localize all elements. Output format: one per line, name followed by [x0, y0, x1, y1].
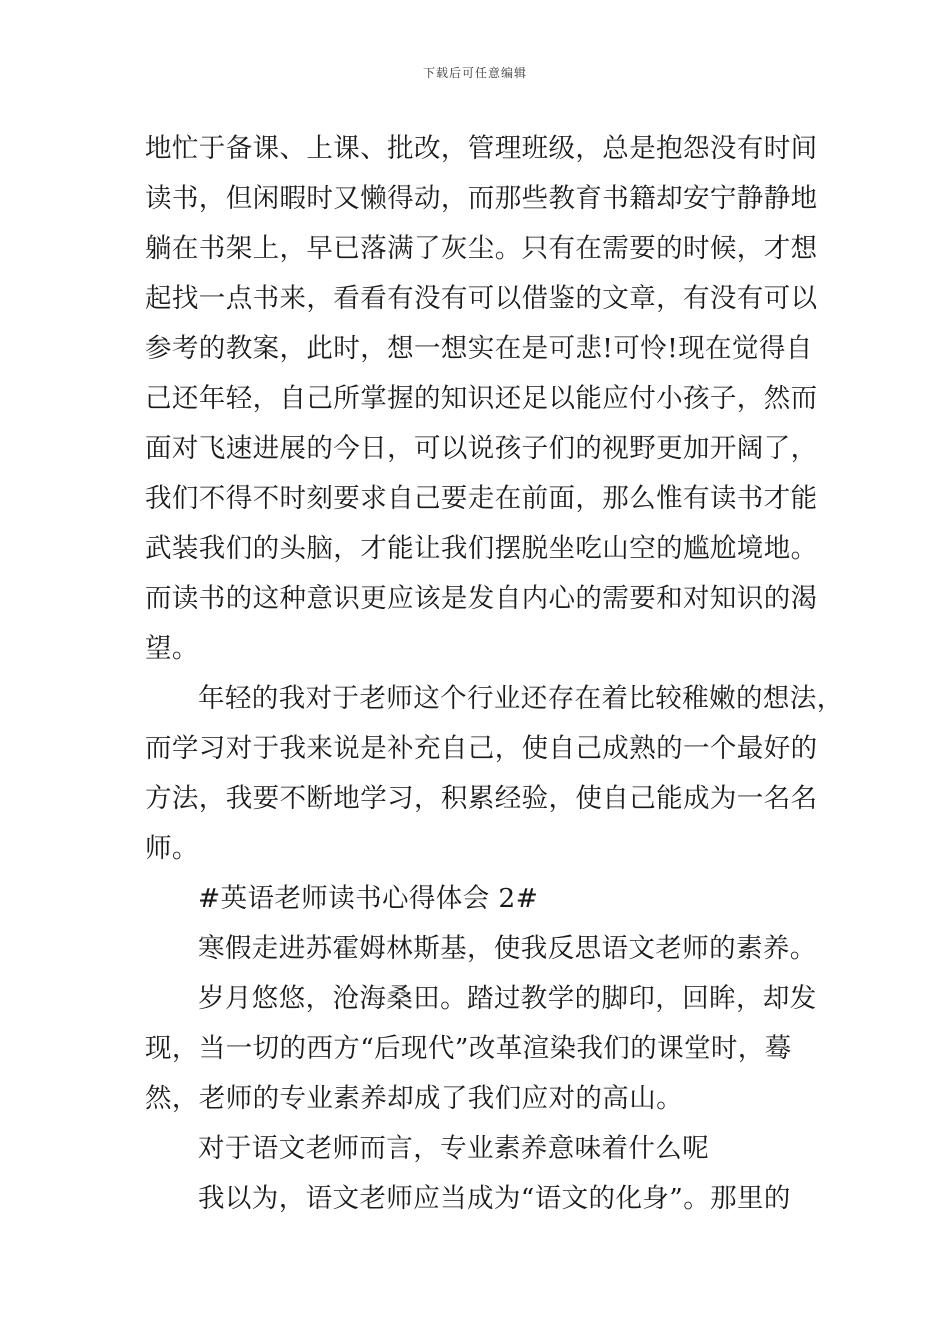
document-body — [145, 124, 844, 1224]
text-line: 读书，但闲暇时又懒得动，而那些教育书籍却安宁静静地 — [145, 183, 818, 214]
text-line: 武装我们的头脑，才能让我们摆脱坐吃山空的尴尬境地。 — [145, 533, 818, 564]
text-line: 我们不得不时刻要求自己要走在前面，那么惟有读书才能 — [145, 483, 818, 514]
text-line: 参考的教案，此时，想一想实在是可悲!可怜!现在觉得自 — [145, 333, 813, 364]
text-line: 躺在书架上，早已落满了灰尘。只有在需要的时候，才想 — [145, 233, 818, 264]
text-line: 年轻的我对于老师这个行业还存在着比较稚嫩的想法， — [198, 683, 844, 714]
text-line: 师。 — [145, 833, 199, 864]
text-line: 岁月悠悠，沧海桑田。踏过教学的脚印，回眸，却发 — [198, 983, 817, 1014]
text-line: 而学习对于我来说是补充自己，使自己成熟的一个最好的 — [145, 733, 818, 764]
text-line: 起找一点书来，看看有没有可以借鉴的文章，有没有可以 — [145, 283, 818, 314]
section-heading: #英语老师读书心得体会 2# — [198, 883, 539, 914]
text-line: 己还年轻，自己所掌握的知识还足以能应付小孩子，然而 — [145, 383, 818, 414]
text-line: 而读书的这种意识更应该是发自内心的需要和对知识的渴 — [145, 583, 818, 614]
text-line: 寒假走进苏霍姆林斯基，使我反思语文老师的素养。 — [198, 933, 817, 964]
text-line: 方法，我要不断地学习，积累经验，使自己能成为一名名 — [145, 783, 818, 814]
text-line: 面对飞速进展的今日，可以说孩子们的视野更加开阔了， — [145, 433, 818, 464]
page-header: 下载后可任意编辑 — [422, 66, 527, 80]
text-line: 然，老师的专业素养却成了我们应对的高山。 — [145, 1083, 683, 1114]
text-line: 对于语文老师而言，专业素养意味着什么呢 — [198, 1133, 710, 1164]
text-line: 地忙于备课、上课、批改，管理班级，总是抱怨没有时间 — [145, 133, 818, 164]
text-line: 我以为，语文老师应当成为“语文的化身”。那里的 — [198, 1183, 791, 1214]
text-line: 现，当一切的西方“后现代”改革渲染我们的课堂时，蓦 — [145, 1033, 792, 1064]
text-line: 望。 — [145, 633, 199, 664]
